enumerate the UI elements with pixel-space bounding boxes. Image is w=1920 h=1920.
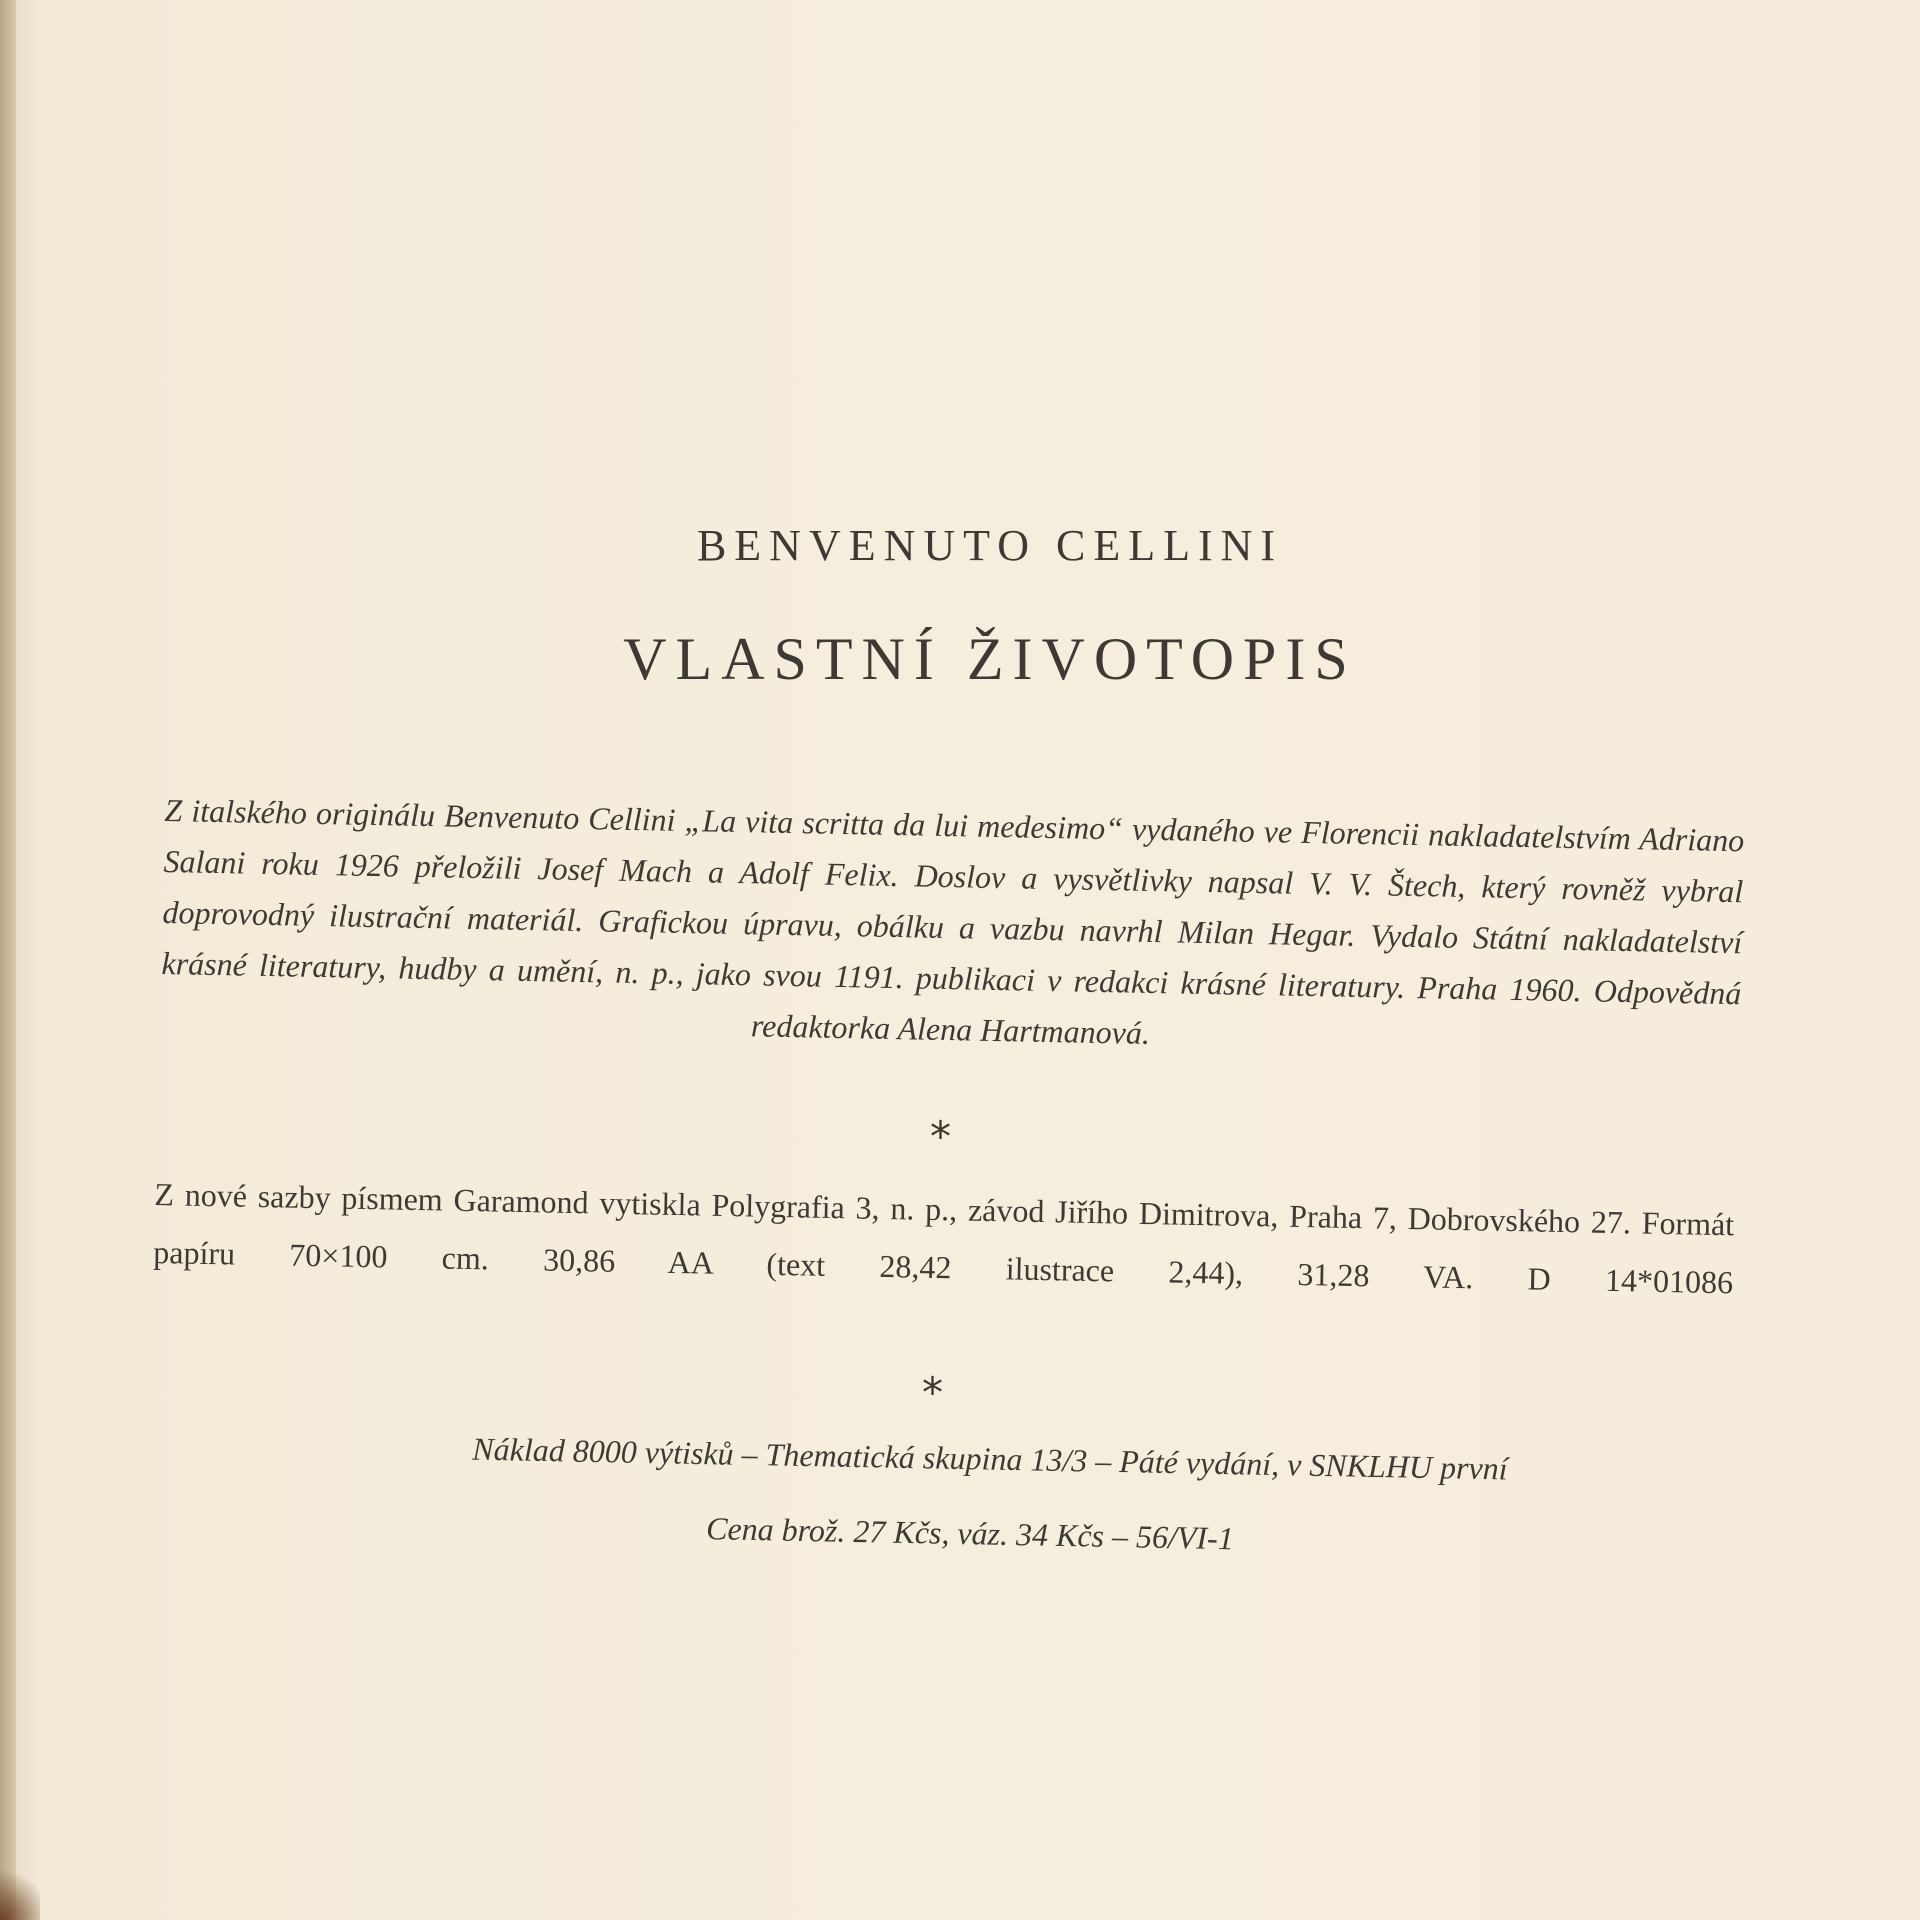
price-info: Cena brož. 27 Kčs, váz. 34 Kčs – 56/VI-1	[705, 1510, 1235, 1557]
page-gutter	[0, 0, 16, 1920]
book-title: VLASTNÍ ŽIVOTOPIS	[623, 626, 1357, 692]
translation-credits: Z italského originálu Benvenuto Cellini „La vita scritta da lui medesimo“ vydaného ve Florencii nakladatelstvím Adriano Salani roku 1926 přeložili Josef Mach a Adolf Felix. Doslov a vysvětlivky napsal V. V. Štech, který rovněž vybral doprovodný ilustrační materiál. Grafickou úpravu, obálku a vazbu navrhl Milan Hegar. Vydalo Státní nakladatelství krásné literatury, hudby a umění, n. p., jako svou 1191. publikaci v redakci krásné literatury. Praha 1960. Odpovědná redaktorka Alena Hartmanová.	[161, 791, 1745, 1051]
book-author: BENVENUTO CELLINI	[696, 521, 1284, 570]
printing-details: Z nové sazby písmem Garamond vytiskla Polygrafia 3, n. p., závod Jiřího Dimitrova, Praha 7, Dobrovského 27. Formát papíru 70×100 cm. 30,86 AA (text 28,42 ilustrace 2,44), 31,28 VA. D 14*01086	[152, 1175, 1735, 1301]
asterisk-separator: *	[930, 1112, 951, 1161]
asterisk-separator: *	[922, 1368, 943, 1417]
edition-info: Náklad 8000 výtisků – Thematická skupina 13/3 – Páté vydání, v SNKLHU první	[472, 1430, 1508, 1487]
book-cover-corner	[0, 1860, 40, 1920]
